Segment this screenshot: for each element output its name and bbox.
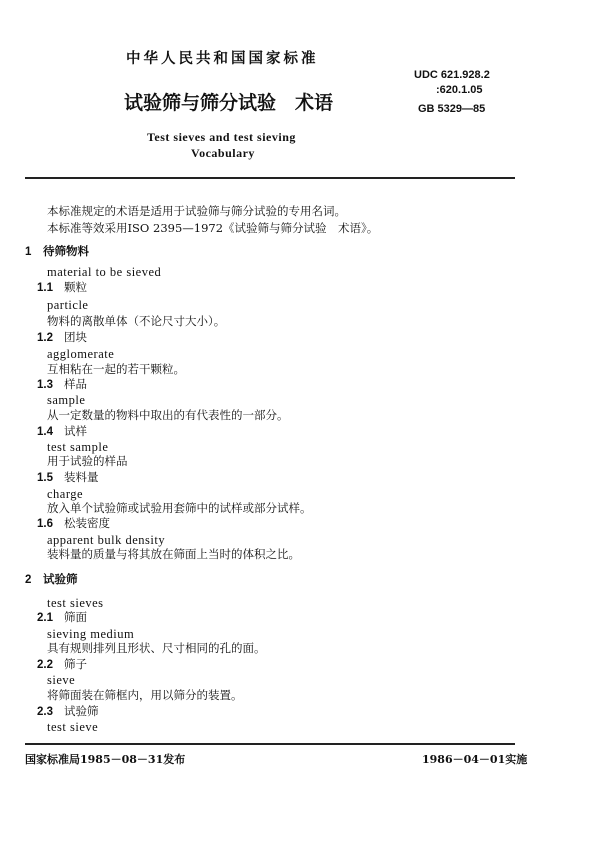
term-definition: 具有规则排列且形状、尺寸相同的孔的面。: [47, 641, 266, 655]
term-number: 1.1: [37, 282, 53, 294]
term-en: apparent bulk density: [47, 533, 166, 547]
term-en: agglomerate: [47, 347, 115, 361]
term-definition: 用于试验的样品: [47, 454, 128, 468]
english-subtitle: Vocabulary: [191, 146, 255, 160]
term-cn: 团块: [64, 330, 87, 344]
section-number: 2: [25, 574, 32, 586]
term-en: test sample: [47, 440, 109, 454]
term-number: 1.6: [37, 518, 53, 530]
english-title: Test sieves and test sieving: [147, 130, 296, 144]
term-cn: 筛子: [64, 657, 87, 671]
header-rule: [25, 177, 515, 179]
term-cn: 试验筛: [64, 704, 99, 718]
term-definition: 互相粘在一起的若干颗粒。: [47, 362, 185, 376]
term-cn: 装料量: [64, 470, 99, 484]
term-number: 1.3: [37, 379, 53, 391]
term-en: charge: [47, 487, 84, 501]
term-definition: 物料的离散单体（不论尺寸大小）。: [47, 314, 226, 328]
term-definition: 装料量的质量与将其放在筛面上当时的体积之比。: [47, 547, 300, 561]
effective-date: 1986－04－01实施: [422, 753, 528, 766]
term-en: test sieve: [47, 720, 99, 734]
term-en: sample: [47, 393, 86, 407]
term-number: 2.1: [37, 612, 53, 624]
intro-paragraph: 本标准等效采用ISO 2395—1972《试验筛与筛分试验 术语》。: [47, 221, 379, 235]
udc-code-2: :620.1.05: [436, 84, 483, 96]
term-cn: 筛面: [64, 610, 87, 624]
term-definition: 从一定数量的物料中取出的有代表性的一部分。: [47, 408, 289, 422]
footer-rule: [25, 743, 515, 745]
national-standard-heading: 中华人民共和国国家标准: [126, 50, 319, 67]
issue-date: 国家标准局1985－08－31发布: [25, 753, 186, 766]
term-en: sieving medium: [47, 627, 135, 641]
term-en: sieve: [47, 673, 76, 687]
term-cn: 松装密度: [64, 516, 110, 530]
section-en: test sieves: [47, 596, 104, 610]
term-number: 2.3: [37, 706, 53, 718]
document-title: 试验筛与筛分试验 术语: [124, 92, 334, 114]
term-number: 2.2: [37, 659, 53, 671]
term-en: particle: [47, 298, 89, 312]
term-cn: 样品: [64, 377, 87, 391]
section-title: 试验筛: [43, 572, 78, 586]
term-cn: 颗粒: [64, 280, 87, 294]
term-number: 1.2: [37, 332, 53, 344]
gb-code: GB 5329—85: [418, 103, 486, 115]
term-number: 1.4: [37, 426, 53, 438]
section-en: material to be sieved: [47, 265, 162, 279]
term-definition: 将筛面装在筛框内，用以筛分的装置。: [47, 688, 243, 702]
section-title: 待筛物料: [43, 244, 89, 258]
section-number: 1: [25, 246, 32, 258]
term-cn: 试样: [64, 424, 87, 438]
udc-code: UDC 621.928.2: [414, 69, 490, 81]
intro-paragraph: 本标准规定的术语是适用于试验筛与筛分试验的专用名词。: [47, 204, 346, 218]
term-definition: 放入单个试验筛或试验用套筛中的试样或部分试样。: [47, 501, 312, 515]
term-number: 1.5: [37, 472, 53, 484]
